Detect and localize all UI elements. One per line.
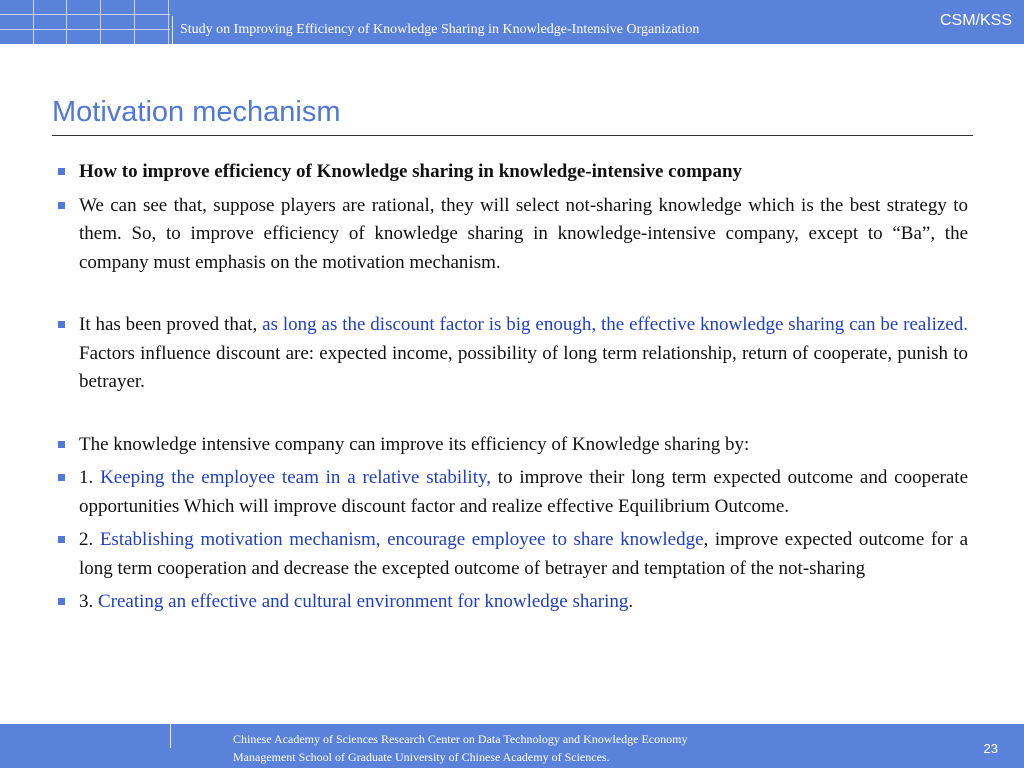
bullet-text-pre: 2.	[79, 529, 100, 550]
bullet-item	[58, 588, 968, 617]
bullet-text-highlight: Keeping the employee team in a relative stability,	[100, 467, 491, 488]
bullet-item	[58, 158, 968, 187]
header-grid-decoration	[0, 0, 170, 44]
bullet-text-pre: It has been proved that,	[79, 314, 263, 335]
slide-body	[58, 158, 968, 622]
title-divider	[52, 135, 973, 136]
page-number: 23	[983, 741, 998, 756]
square-bullet-icon	[58, 321, 65, 328]
square-bullet-icon	[58, 598, 65, 605]
square-bullet-icon	[58, 202, 65, 209]
bullet-item	[58, 192, 968, 278]
square-bullet-icon	[58, 168, 65, 175]
bullet-item	[58, 431, 968, 460]
bullet-item	[58, 464, 968, 521]
bullet-text-post: Factors influence discount are: expected income, possibility of long term relationship, return of cooperate, punish to betrayer.	[79, 342, 968, 392]
footer-institution: Chinese Academy of Sciences Research Center on Data Technology and Knowledge Economy	[233, 732, 688, 746]
bullet-text: The knowledge intensive company can improve its efficiency of Knowledge sharing by:	[79, 433, 750, 455]
footer-school: Management School of Graduate University of Chinese Academy of Sciences.	[233, 750, 610, 764]
bullet-text-post: to improve their long term expected outcome and cooperate opportunities Which will improve discount factor and realize effective Equilibrium Outcome.	[79, 467, 968, 517]
bullet-text: How to improve efficiency of Knowledge sharing in knowledge-intensive company	[79, 161, 743, 182]
bullet-item	[58, 526, 968, 583]
bullet-text-post: .	[628, 591, 634, 612]
header-separator	[172, 16, 173, 44]
bullet-text-highlight: Establishing motivation mechanism, encourage employee to share knowledge	[99, 529, 704, 550]
header-tag: CSM/KSS	[939, 12, 1012, 29]
bullet-text: We can see that, suppose players are rational, they will select not-sharing knowledge which is the best strategy to them. So, to improve efficiency of knowledge sharing in knowledge-intensive company, except to “Ba”, the company must emphasis on the motivation mechanism.	[79, 194, 968, 273]
square-bullet-icon	[58, 441, 65, 448]
bullet-text-post: , improve expected outcome for a long term cooperation and decrease the excepted outcome of betrayer and temptation of the not-sharing	[79, 529, 969, 579]
footer-separator	[170, 724, 171, 748]
square-bullet-icon	[58, 474, 65, 481]
bullet-text-pre: 3.	[79, 591, 98, 612]
bullet-item	[58, 311, 968, 397]
header-subtitle: Study on Improving Efficiency of Knowledge Sharing in Knowledge-Intensive Organization	[180, 22, 700, 37]
slide-title: Motivation mechanism	[52, 96, 341, 128]
bullet-text-highlight: as long as the discount factor is big enough, the effective knowledge sharing can be realized.	[262, 314, 968, 335]
bullet-text-highlight: Creating an effective and cultural environment for knowledge sharing	[98, 591, 629, 612]
footer-band	[0, 724, 1024, 768]
square-bullet-icon	[58, 536, 65, 543]
bullet-text-pre: 1.	[79, 467, 101, 488]
header-band	[0, 0, 1024, 44]
